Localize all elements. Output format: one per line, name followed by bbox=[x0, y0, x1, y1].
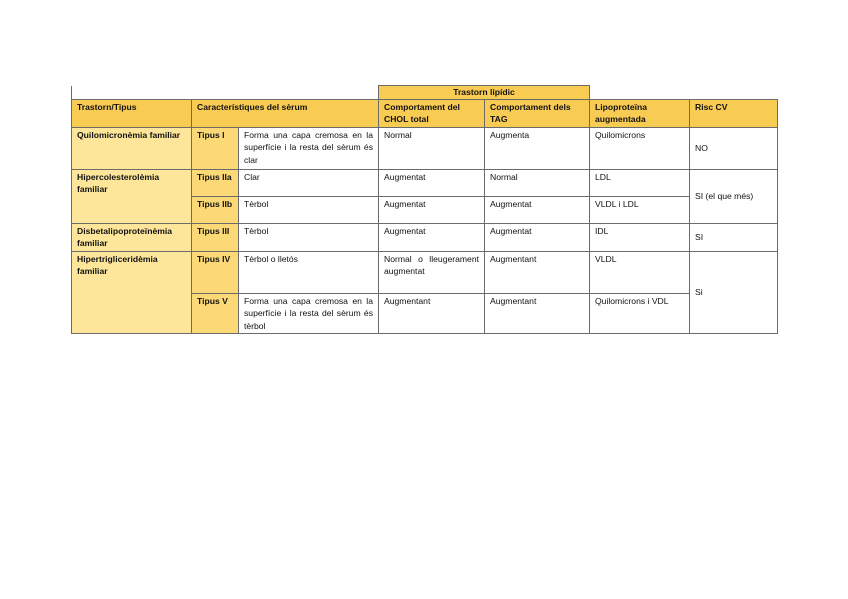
chol-cell: Augmentant bbox=[379, 294, 485, 334]
blank-right-cell bbox=[590, 86, 778, 100]
row-type-label: Tipus I bbox=[192, 128, 239, 170]
lipo-cell: VLDL i LDL bbox=[590, 197, 690, 224]
risk-cell: SI bbox=[690, 224, 778, 252]
lipo-cell: Quilomicrons bbox=[590, 128, 690, 170]
chol-cell: Augmentat bbox=[379, 197, 485, 224]
chol-cell: Augmentat bbox=[379, 224, 485, 252]
row-type-label: Tipus IIa bbox=[192, 170, 239, 197]
header-serum-characteristics: Característiques del sèrum bbox=[192, 100, 379, 128]
tag-cell: Augmentat bbox=[485, 224, 590, 252]
blank-corner-cell bbox=[72, 86, 379, 100]
row-type-label: Tipus V bbox=[192, 294, 239, 334]
header-lipoprotein: Lipoproteïna augmentada bbox=[590, 100, 690, 128]
lipo-cell: LDL bbox=[590, 170, 690, 197]
serum-cell: Tèrbol o lletós bbox=[239, 252, 379, 294]
tag-cell: Augmentant bbox=[485, 294, 590, 334]
risk-cell: SI (el que més) bbox=[690, 170, 778, 224]
tag-cell: Augmentant bbox=[485, 252, 590, 294]
lipo-cell: IDL bbox=[590, 224, 690, 252]
group-header-row bbox=[72, 86, 778, 100]
table-row bbox=[72, 128, 778, 170]
chol-cell: Normal o lleugerament augmentat bbox=[379, 252, 485, 294]
row-label-disorder: Hipercolesterolèmia familiar bbox=[72, 170, 192, 224]
lipo-cell: VLDL bbox=[590, 252, 690, 294]
header-tag-behaviour: Comportament dels TAG bbox=[485, 100, 590, 128]
row-type-label: Tipus III bbox=[192, 224, 239, 252]
serum-cell: Tèrbol bbox=[239, 224, 379, 252]
risk-cell: NO bbox=[690, 128, 778, 170]
column-header-row bbox=[72, 100, 778, 128]
lipo-cell: Quilomicrons i VDL bbox=[590, 294, 690, 334]
table-row bbox=[72, 224, 778, 252]
table-row bbox=[72, 252, 778, 294]
row-label-disorder: Disbetalipoproteïnèmia familiar bbox=[72, 224, 192, 252]
row-type-label: Tipus IV bbox=[192, 252, 239, 294]
risk-cell: Si bbox=[690, 252, 778, 334]
tag-cell: Normal bbox=[485, 170, 590, 197]
serum-cell: Tèrbol bbox=[239, 197, 379, 224]
serum-cell: Forma una capa cremosa en la superfície i la resta del sèrum és tèrbol bbox=[239, 294, 379, 334]
chol-cell: Normal bbox=[379, 128, 485, 170]
row-type-label: Tipus IIb bbox=[192, 197, 239, 224]
serum-cell: Forma una capa cremosa en la superfície i la resta del sèrum és clar bbox=[239, 128, 379, 170]
header-chol-behaviour: Comportament del CHOL total bbox=[379, 100, 485, 128]
chol-cell: Augmentat bbox=[379, 170, 485, 197]
group-header-lipid-disorder: Trastorn lipídic bbox=[379, 86, 590, 100]
table-row bbox=[72, 170, 778, 197]
tag-cell: Augmentat bbox=[485, 197, 590, 224]
lipid-disorders-table bbox=[71, 85, 778, 334]
header-disorder-type: Trastorn/Tipus bbox=[72, 100, 192, 128]
header-cv-risk: Risc CV bbox=[690, 100, 778, 128]
tag-cell: Augmenta bbox=[485, 128, 590, 170]
serum-cell: Clar bbox=[239, 170, 379, 197]
row-label-disorder: Quilomicronèmia familiar bbox=[72, 128, 192, 170]
row-label-disorder: Hipertrigliceridèmia familiar bbox=[72, 252, 192, 334]
